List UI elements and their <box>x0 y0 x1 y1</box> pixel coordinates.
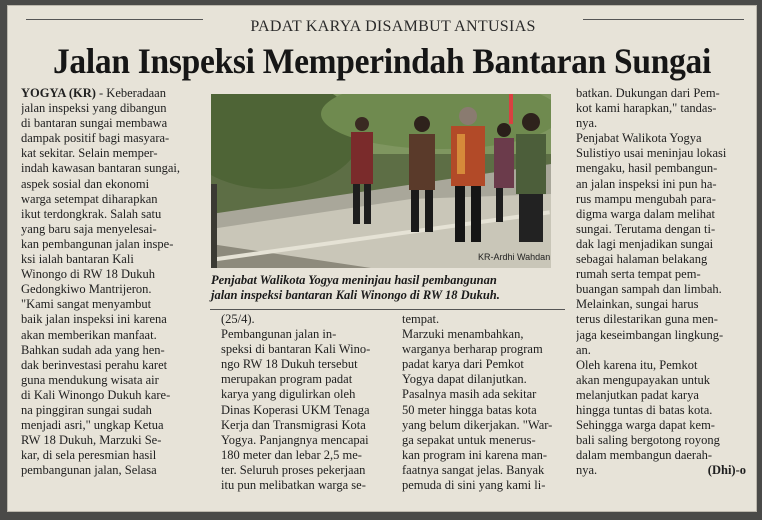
text-line: kat sekitar. Selain memper- <box>21 146 158 161</box>
text-line: kot kami harapkan," tandas- <box>576 101 717 116</box>
text-line: yang baru saja menyelesai- <box>21 221 157 236</box>
text-line: "Kami sangat menyambut <box>21 297 152 312</box>
text-line: (25/4). <box>221 312 255 326</box>
column-3 <box>402 312 562 493</box>
text-line: ikut terdongkrak. Salah satu <box>21 206 162 221</box>
text-line: akan memberikan manfaat. <box>21 327 157 342</box>
text-line: sebagai halaman belakang <box>576 252 708 267</box>
text-line: ngo RW 18 Dukuh tersebut <box>221 357 358 372</box>
caption-line: Penjabat Walikota Yogya meninjau hasil pembangunan <box>211 273 497 287</box>
text-line: melanjutkan padat karya <box>576 387 699 402</box>
text-line: RW 18 Dukuh, Marzuki Se- <box>21 433 162 448</box>
text-line: na pinggiran sungai sudah <box>21 402 152 417</box>
text-line: Pasalnya masih ada sekitar <box>402 387 537 402</box>
text-line: batkan. Dukungan dari Pem- <box>576 86 720 100</box>
text-line: rus mampu mengubah para- <box>576 191 716 206</box>
kicker: PADAT KARYA DISAMBUT ANTUSIAS <box>203 18 583 36</box>
text-line: ksi ialah bantaran Kali <box>21 252 134 267</box>
text-line: speksi di bantaran Kali Wino- <box>221 342 371 357</box>
text-line: tempat. <box>402 312 440 326</box>
dateline: YOGYA (KR) <box>21 86 96 100</box>
text-line: yang belum dikerjakan. "War- <box>402 417 553 432</box>
text-line: Sulistiyo usai meninjau lokasi <box>576 146 727 161</box>
text-line: sungai. Terutama dengan ti- <box>576 221 716 236</box>
text-line: mengaku, hasil pembangun- <box>576 161 718 176</box>
headline: Jalan Inspeksi Memperindah Bantaran Sungai <box>52 41 712 81</box>
text-line: Penjabat Walikota Yogya <box>576 131 702 146</box>
column-4 <box>576 86 746 479</box>
author-signature: (Dhi)-o <box>707 463 746 478</box>
text-line: Oleh karena itu, Pemkot <box>576 357 698 372</box>
caption-line: jalan inspeksi bantaran Kali Winongo di RW 18 Dukuh. <box>211 288 500 302</box>
text-line: Pembangunan jalan in- <box>221 327 337 342</box>
text-line: dampak positif bagi masyara- <box>21 131 170 146</box>
text-line: karya yang digulirkan oleh <box>221 387 356 402</box>
text-line: di Kali Winongo Dukuh kare- <box>21 387 171 402</box>
column-1 <box>21 86 206 478</box>
text-line: padat karya dari Pemkot <box>402 357 524 372</box>
text-line: dak lagi menjadikan sungai <box>576 236 714 251</box>
text-line: buangan sampah dan limbah. <box>576 282 722 297</box>
news-photo-image <box>211 94 551 268</box>
caption-divider <box>210 309 565 310</box>
text-line: warganya berharap program <box>402 342 543 357</box>
text-line: Melainkan, sungai harus <box>576 297 699 312</box>
text-line: aspek sosial dan ekonomi <box>21 176 150 191</box>
text-line: akan mengupayakan untuk <box>576 372 710 387</box>
text-line: Kerja dan Transmigrasi Kota <box>221 417 366 432</box>
text-line: menjadi asri," ungkap Ketua <box>21 418 164 433</box>
text-line: Marzuki menambahkan, <box>402 327 524 342</box>
text-line: Winongo di RW 18 Dukuh <box>21 267 155 282</box>
text-line: Sehingga warga dapat kem- <box>576 418 715 433</box>
text-line: pemuda di sini yang kami li- <box>402 478 546 493</box>
photo-caption <box>211 273 551 303</box>
text-line: guna mendukung wisata air <box>21 372 159 387</box>
text-line: Yogya dapat dilanjutkan. <box>402 372 527 387</box>
text-line: baik jalan inspeksi ini karena <box>21 312 167 327</box>
text-line: Gedongkiwo Mantrijeron. <box>21 282 152 297</box>
dateline-rest: - Keberadaan <box>95 86 166 100</box>
text-line: jaga keseimbangan lingkung- <box>576 327 724 342</box>
text-line: an jalan inspeksi ini pun ha- <box>576 176 717 191</box>
text-line: ga sepakat untuk menerus- <box>402 432 536 447</box>
text-line: kan program ini karena man- <box>402 447 548 462</box>
text-line: digma warga dalam melihat <box>576 206 715 221</box>
text-line: 180 meter dan lebar 2,5 me- <box>221 447 362 462</box>
text-line: an. <box>576 342 591 357</box>
text-line: dalam membangun daerah- <box>576 448 713 463</box>
text-line: kar, di sela peresmian hasil <box>21 448 157 463</box>
newspaper-clipping <box>7 5 757 512</box>
text-line: nya. <box>576 463 598 478</box>
text-line: dak berinvestasi perahu karet <box>21 357 168 372</box>
column-2 <box>221 312 386 493</box>
text-line: indah kawasan bantaran sungai, <box>21 161 180 176</box>
text-line: Bahkan sudah ada yang hen- <box>21 342 165 357</box>
text-line: hingga tuntas di batas kota. <box>576 402 713 417</box>
text-line: itu pun melibatkan warga se- <box>221 478 366 493</box>
text-line: 50 meter hingga batas kota <box>402 402 537 417</box>
text-line: Dinas Koperasi UKM Tenaga <box>221 402 370 417</box>
text-line: terus dilestarikan guna men- <box>576 312 718 327</box>
text-line: di bantaran sungai membawa <box>21 116 168 131</box>
text-line: nya. <box>576 116 598 131</box>
text-line: Yogya. Panjangnya mencapai <box>221 432 369 447</box>
text-line: rumah serta tempat pem- <box>576 267 701 282</box>
text-line: faatnya sangat jelas. Banyak <box>402 462 545 477</box>
text-line: pembangunan jalan, Selasa <box>21 463 157 478</box>
text-line: bali saling bergotong royong <box>576 433 720 448</box>
news-photo <box>211 94 551 268</box>
text-line: jalan inspeksi yang dibangun <box>21 101 167 116</box>
text-line: ter. Seluruh proses pekerjaan <box>221 462 366 477</box>
col1-first-line <box>21 86 206 101</box>
text-line: merupakan program padat <box>221 372 353 387</box>
text-line: warga setempat diharapkan <box>21 191 158 206</box>
photo-credit: KR-Ardhi Wahdan <box>478 252 551 262</box>
text-line: kan pembangunan jalan inspe- <box>21 236 174 251</box>
